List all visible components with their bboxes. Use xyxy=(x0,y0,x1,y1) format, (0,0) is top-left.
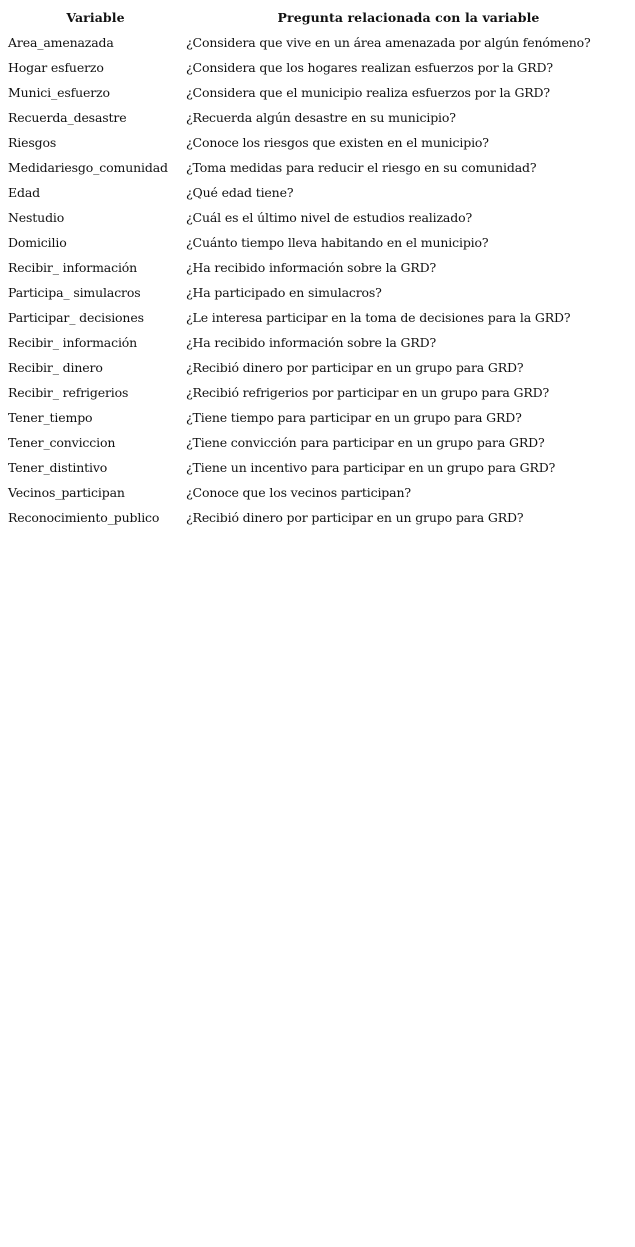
question-cell: ¿Tiene un incentivo para participar en un grupo para GRD? xyxy=(186,460,556,475)
table-body xyxy=(6,30,632,530)
variable-cell: Recuerda_desastre xyxy=(8,110,127,125)
table-row xyxy=(6,405,632,430)
header-row xyxy=(6,5,632,30)
variable-cell: Tener_distintivo xyxy=(8,460,108,475)
table-row xyxy=(6,430,632,455)
question-cell: ¿Qué edad tiene? xyxy=(186,185,294,200)
header-variable: Variable xyxy=(66,10,125,25)
question-cell: ¿Considera que el municipio realiza esfuerzos por la GRD? xyxy=(186,85,550,100)
variable-cell: Hogar esfuerzo xyxy=(8,60,104,75)
variable-cell: Domicilio xyxy=(8,235,67,250)
question-cell: ¿Recibió refrigerios por participar en un grupo para GRD? xyxy=(186,385,550,400)
variable-cell: Participar_ decisiones xyxy=(8,310,144,325)
table-row xyxy=(6,155,632,180)
question-cell: ¿Le interesa participar en la toma de decisiones para la GRD? xyxy=(186,310,571,325)
variable-cell: Area_amenazada xyxy=(8,35,114,50)
variable-cell: Nestudio xyxy=(8,210,65,225)
table-row xyxy=(6,305,632,330)
variable-cell: Reconocimiento_publico xyxy=(8,510,160,525)
variables-table xyxy=(6,5,632,530)
table-row xyxy=(6,205,632,230)
variable-cell: Recibir_ dinero xyxy=(8,360,103,375)
table-row xyxy=(6,105,632,130)
question-cell: ¿Recuerda algún desastre en su municipio? xyxy=(186,110,456,125)
table-row xyxy=(6,330,632,355)
table-header xyxy=(6,5,632,30)
question-cell: ¿Tiene tiempo para participar en un grupo para GRD? xyxy=(186,410,522,425)
table-row xyxy=(6,130,632,155)
variable-cell: Riesgos xyxy=(8,135,57,150)
table-row xyxy=(6,505,632,530)
question-cell: ¿Considera que los hogares realizan esfuerzos por la GRD? xyxy=(186,60,553,75)
question-cell: ¿Toma medidas para reducir el riesgo en su comunidad? xyxy=(186,160,537,175)
table-row xyxy=(6,255,632,280)
variable-cell: Recibir_ información xyxy=(8,260,138,275)
question-cell: ¿Recibió dinero por participar en un grupo para GRD? xyxy=(186,510,524,525)
question-cell: ¿Conoce los riesgos que existen en el municipio? xyxy=(186,135,489,150)
question-cell: ¿Ha recibido información sobre la GRD? xyxy=(186,260,437,275)
question-cell: ¿Ha recibido información sobre la GRD? xyxy=(186,335,437,350)
question-cell: ¿Conoce que los vecinos participan? xyxy=(186,485,411,500)
variable-cell: Vecinos_participan xyxy=(8,485,125,500)
table-row xyxy=(6,55,632,80)
table-row xyxy=(6,355,632,380)
question-cell: ¿Cuánto tiempo lleva habitando en el municipio? xyxy=(186,235,489,250)
variable-cell: Tener_conviccion xyxy=(8,435,116,450)
question-cell: ¿Considera que vive en un área amenazada por algún fenómeno? xyxy=(186,35,591,50)
table-row xyxy=(6,80,632,105)
variable-cell: Recibir_ refrigerios xyxy=(8,385,129,400)
table-row xyxy=(6,180,632,205)
question-cell: ¿Cuál es el último nivel de estudios realizado? xyxy=(186,210,473,225)
table-row xyxy=(6,455,632,480)
table-row xyxy=(6,480,632,505)
table-row xyxy=(6,230,632,255)
question-cell: ¿Recibió dinero por participar en un grupo para GRD? xyxy=(186,360,524,375)
table-row xyxy=(6,380,632,405)
question-cell: ¿Tiene convicción para participar en un grupo para GRD? xyxy=(186,435,545,450)
variable-cell: Recibir_ información xyxy=(8,335,138,350)
table-row xyxy=(6,30,632,55)
variable-cell: Munici_esfuerzo xyxy=(8,85,110,100)
question-cell: ¿Ha participado en simulacros? xyxy=(186,285,382,300)
header-question: Pregunta relacionada con la variable xyxy=(277,10,540,25)
variable-cell: Tener_tiempo xyxy=(8,410,93,425)
variable-cell: Participa_ simulacros xyxy=(8,285,141,300)
table-row xyxy=(6,280,632,305)
variable-cell: Medidariesgo_comunidad xyxy=(8,160,168,175)
variable-cell: Edad xyxy=(8,185,40,200)
